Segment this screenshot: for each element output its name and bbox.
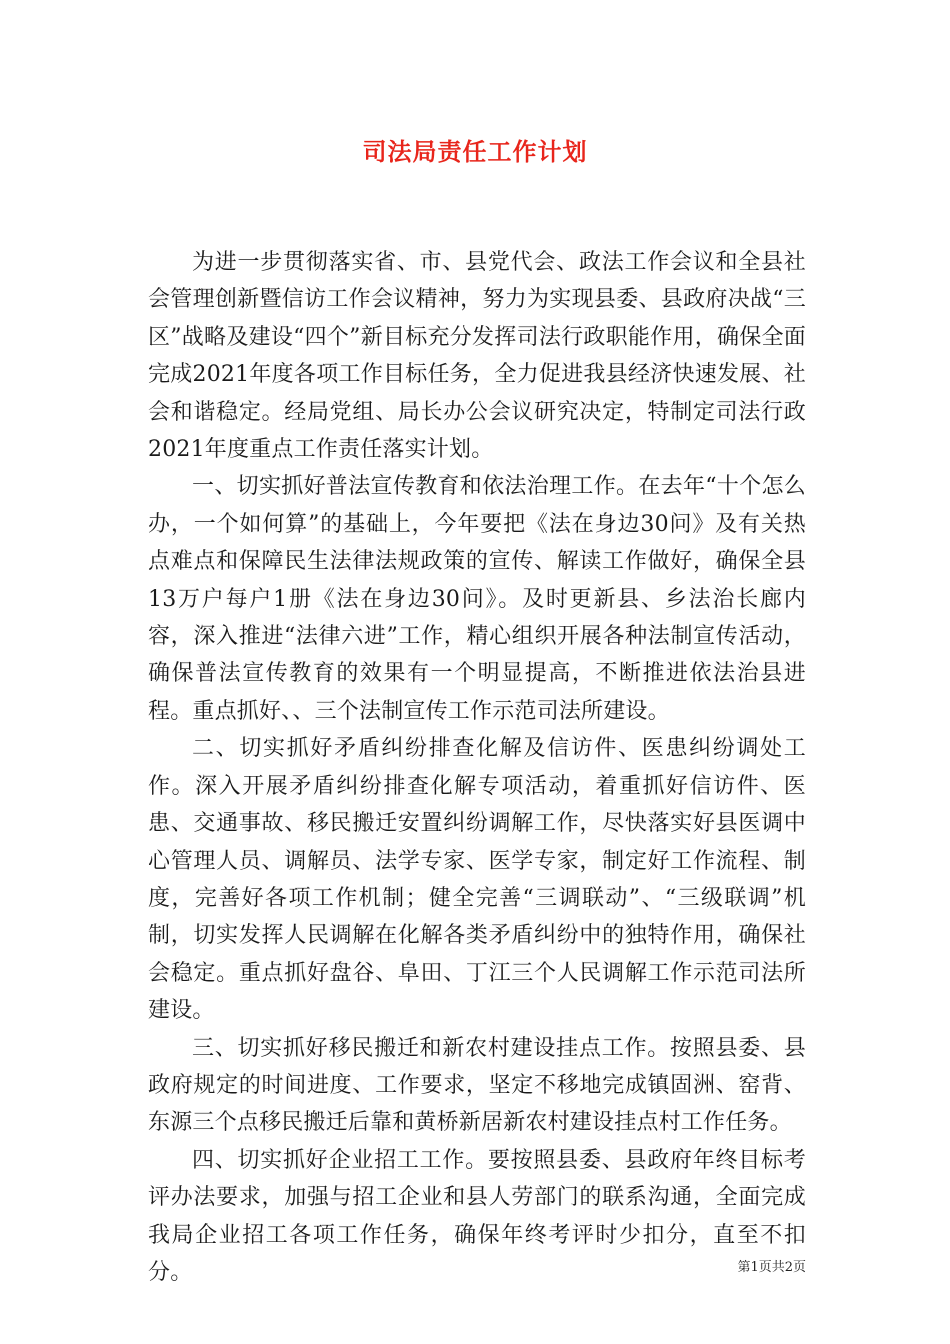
paragraph-intro: 为进一步贯彻落实省、市、县党代会、政法工作会议和全县社会管理创新暨信访工作会议精神，努力为实现县委、县政府决战“三区”战略及建设“四个”新目标充分发挥司法行政职能作用，确保全面完成2021年度各项工作目标任务，全力促进我县经济快速发展、社会和谐稳定。经局党组、局长办公会议研究决定，特制定司法行政2021年度重点工作责任落实计划。 xyxy=(148,250,806,463)
document-title: 司法局责任工作计划 xyxy=(362,137,588,166)
paragraph-section-1: 一、切实抓好普法宣传教育和依法治理工作。在去年“十个怎么办，一个如何算”的基础上，今年要把《法在身边30问》及有关热点难点和保障民生法律法规政策的宣传、解读工作做好，确保全县13万户每户1册《法在身边30问》。及时更新县、乡法治长廊内容，深入推进“法律六进”工作，精心组织开展各种法制宣传活动，确保普法宣传教育的效果有一个明显提高，不断推进依法治县进程。重点抓好、、三个法制宣传工作示范司法所建设。 xyxy=(148,474,806,724)
paragraph-section-2: 二、切实抓好矛盾纠纷排查化解及信访件、医患纠纷调处工作。深入开展矛盾纠纷排查化解专项活动，着重抓好信访件、医患、交通事故、移民搬迁安置纠纷调解工作，尽快落实好县医调中心管理人员、调解员、法学专家、医学专家，制定好工作流程、制度，完善好各项工作机制；健全完善“三调联动”、“三级联调”机制，切实发挥人民调解在化解各类矛盾纠纷中的独特作用，确保社会稳定。重点抓好盘谷、阜田、丁江三个人民调解工作示范司法所建设。 xyxy=(148,736,806,1024)
paragraph-section-3: 三、切实抓好移民搬迁和新农村建设挂点工作。按照县委、县政府规定的时间进度、工作要求，坚定不移地完成镇固洲、窑背、东源三个点移民搬迁后靠和黄桥新居新农村建设挂点村工作任务。 xyxy=(148,1035,806,1136)
page-number: 第1页共2页 xyxy=(737,1260,806,1275)
paragraph-section-4: 四、切实抓好企业招工工作。要按照县委、县政府年终目标考评办法要求，加强与招工企业和县人劳部门的联系沟通，全面完成我局企业招工各项工作任务，确保年终考评时少扣分，直至不扣分。 xyxy=(148,1147,806,1285)
document-body xyxy=(148,244,806,1291)
